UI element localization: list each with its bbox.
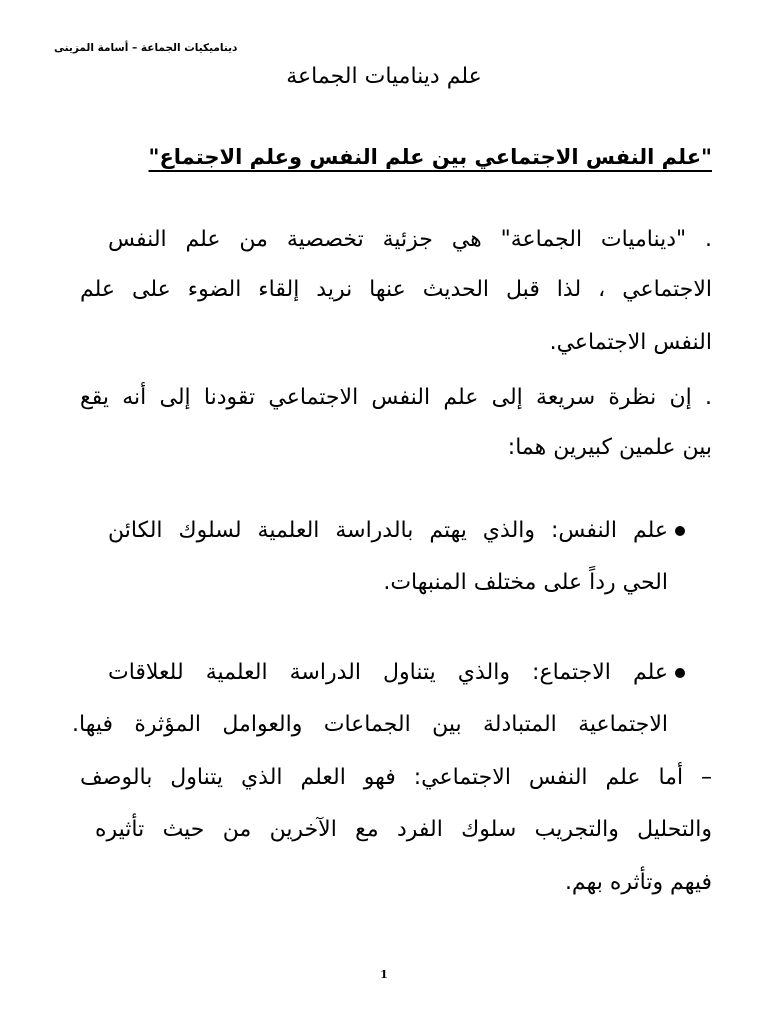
- bullet-line-2: الحي رداً على مختلف المنبهات.: [383, 570, 668, 595]
- definition-line-3: فيهم وتأثره بهم.: [564, 870, 712, 895]
- intro-line-2: الاجتماعي ، لذا قبل الحديث عنها نريد إلقاء الضوء على علم: [80, 277, 712, 302]
- definition-paragraph: [0, 758, 768, 903]
- running-header: ديناميكيات الجماعة – أسامة المزينى: [54, 42, 238, 54]
- definition-line-2: والتحليل والتجريب سلوك الفرد مع الآخرين من حيث تأثيره: [95, 817, 712, 842]
- overview-line-1: . إن نظرة سريعة إلى علم النفس الاجتماعي تقودنا إلى أنه يقع: [80, 385, 712, 410]
- bullet-line-1: علم النفس: والذي يهتم بالدراسة العلمية لسلوك الكائن: [108, 518, 668, 543]
- bullet-icon: [675, 668, 685, 678]
- intro-line-3: النفس الاجتماعي.: [549, 330, 712, 355]
- bullet-list: [0, 511, 768, 745]
- overview-paragraph: [0, 378, 768, 468]
- definition-line-1: – أما علم النفس الاجتماعي: فهو العلم الذي يتناول بالوصف: [80, 765, 712, 790]
- bullet-line-1: علم الاجتماع: والذي يتناول الدراسة العلمية للعلاقات: [108, 660, 668, 685]
- bullet-item-psychology: [0, 511, 768, 603]
- bullet-line-2: الاجتماعية المتبادلة بين الجماعات والعوامل المؤثرة فيها.: [72, 712, 668, 737]
- page-title: علم ديناميات الجماعة: [286, 64, 482, 89]
- page-number: 1: [380, 968, 388, 981]
- intro-paragraph: [0, 220, 768, 363]
- bullet-item-sociology: [0, 653, 768, 745]
- overview-line-2: بين علمين كبيرين هما:: [507, 435, 712, 460]
- intro-line-1: . "ديناميات الجماعة" هي جزئية تخصصية من علم النفس: [108, 227, 712, 252]
- section-heading: "علم النفس الاجتماعي بين علم النفس وعلم الاجتماع": [148, 145, 712, 169]
- bullet-icon: [675, 526, 685, 536]
